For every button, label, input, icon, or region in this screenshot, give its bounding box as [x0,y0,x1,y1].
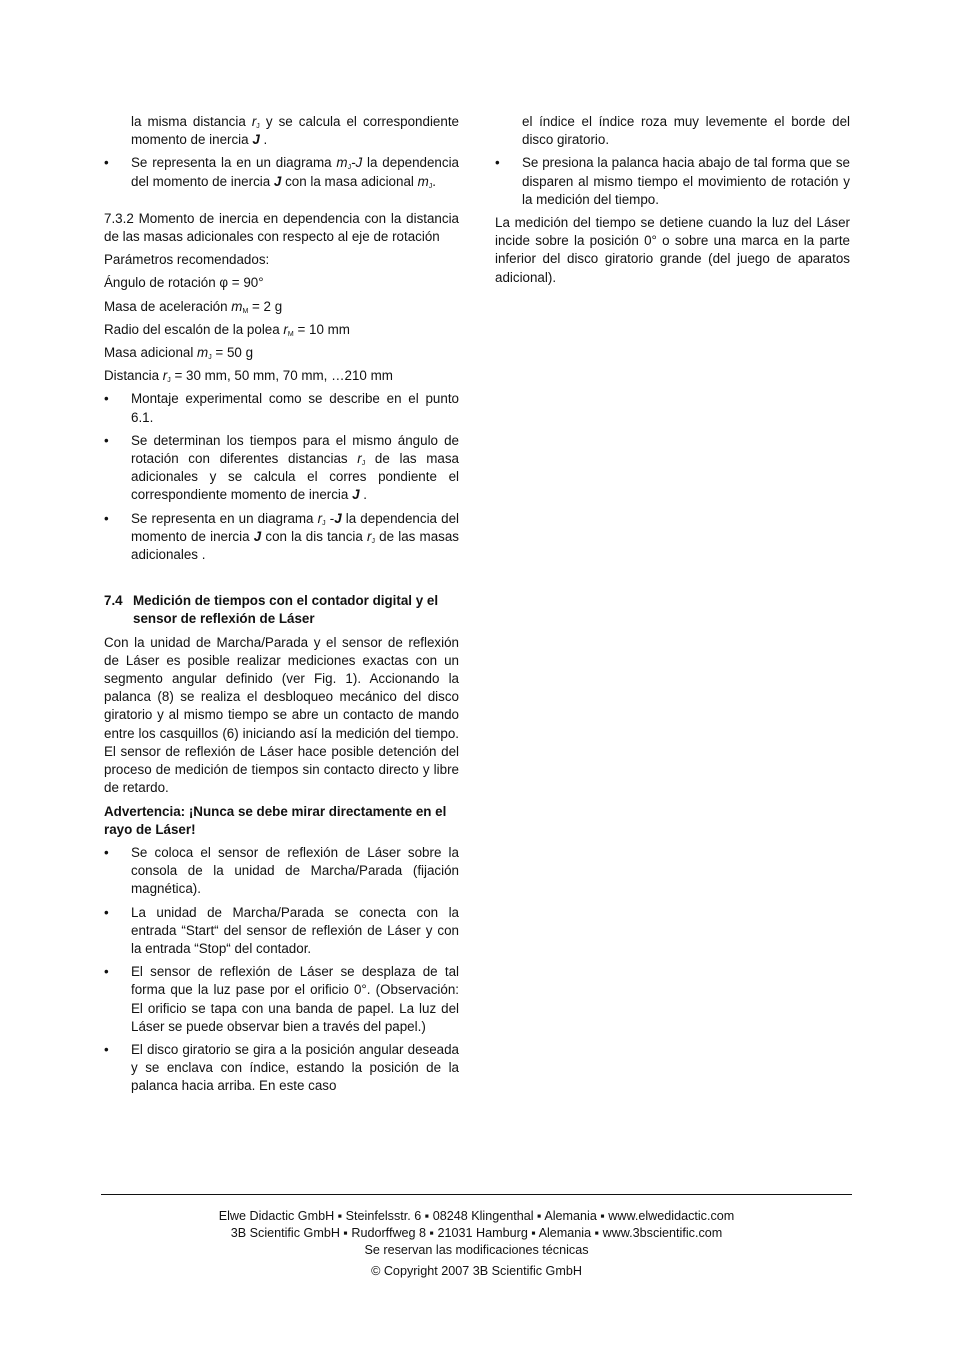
list-item: • El sensor de reflexión de Láser se desplaza de tal forma que la luz pase por el orificio 0°. (Observación: El orificio se tapa con una banda de papel. La luz del Láser se puede observar bien a través del papel.) [104,963,459,1036]
list-item: • Se coloca el sensor de reflexión de Láser sobre la consola de la unidad de Marcha/Parada (fijación magnética). [104,844,459,899]
body-paragraph: La medición del tiempo se detiene cuando la luz del Láser incide sobre la posición 0° o sobre una marca en la parte inferior del disco giratorio grande (del juego de aparatos adicional). [495,215,850,285]
list-item: • El disco giratorio se gira a la posición angular deseada y se enclava con índice, estando la posición de la palanca hacia arriba. En este caso [104,1041,459,1096]
section-title: 7.4 Medición de tiempos con el contador digital y el sensor de reflexión de Láser [104,593,439,627]
list-item: • Se determinan los tiempos para el mismo ángulo de rotación con diferentes distancias $r_J$ de las masa adicionales y se calcula el corres pondiente el correspondiente momento de inercia J . [104,432,459,505]
continued-text: la misma distancia $r_J$ y se calcula el correspondiente momento de inercia J . [131,114,459,148]
body-paragraph: Con la unidad de Marcha/Parada y el sensor de reflexión de Láser es posible realizar mediciones exactas con un segmento angular definido (ver Fig. 1). Accionando la palanca (8) se realiza el desbloqueo mecánico del disco giratorio y al mismo tiempo se abre un contacto de mando entre los casquillos (6) iniciando así la medición del tiempo. El sensor de reflexión de Láser hace posible detención del proceso de medición de tiempos sin contacto directo y libre de retardo. [104,634,459,796]
param-distance: Distancia $r_J = 30$ mm, 50 mm, 70 mm, …210 mm [104,368,393,385]
list-item: • La unidad de Marcha/Parada se conecta con la entrada “Start“ del sensor de reflexión de Láser y con la entrada “Stop“ del contador. [104,904,459,959]
bullet-list [495,154,850,209]
footer-notice: Se reservan las modificaciones técnicas [364,1243,589,1257]
footer-address-elwe: Elwe Didactic GmbH ▪ Steinfelsstr. 6 ▪ 08248 Klingenthal ▪ Alemania ▪ www.elwedidactic.com [218,1209,735,1223]
params-title: Parámetros recomendados: [104,252,270,268]
list-item: • Se presiona la palanca hacia abajo de tal forma que se disparen al mismo tiempo el movimiento de rotación y la medición del tiempo. [495,154,850,209]
left-column [104,113,459,1096]
right-column [495,113,850,287]
param-accel-mass: Masa de aceleración $m_M = 2$ g [104,298,283,315]
footer-divider [101,1194,852,1195]
warning-text: Advertencia: ¡Nunca se debe mirar directamente en el rayo de Láser! [104,803,447,837]
bullet-list [104,154,459,190]
param-angle: Ángulo de rotación φ = 90° [104,275,264,291]
bullet-list [104,844,459,1096]
list-item: • Se representa la en un diagrama $m_J-J$ la dependencia del momento de inercia J con la masa adicional $m_J$. [104,154,459,190]
footer-address-3b: 3B Scientific GmbH ▪ Rudorffweg 8 ▪ 21031 Hamburg ▪ Alemania ▪ www.3bscientific.com [230,1226,723,1240]
footer [101,1208,852,1280]
list-item: • Montaje experimental como se describe en el punto 6.1. [104,390,459,426]
bullet-list [104,390,459,564]
footer-copyright: © Copyright 2007 3B Scientific GmbH [371,1264,582,1278]
section-heading: 7.3.2 Momento de inercia en dependencia con la distancia de las masas adicionales con respecto al eje de rotación [104,210,459,245]
param-radius: Radio del escalón de la polea $r_M = 10$ mm [104,321,350,338]
list-item: • Se representa en un diagrama $r_J$ -J la dependencia del momento de inercia J con la dis tancia $r_J$ de las masas adicionales . [104,510,459,565]
param-mass: Masa adicional $m_J = 50$ g [104,345,254,362]
continued-text: el índice el índice roza muy levemente el borde del disco giratorio. [522,114,850,148]
